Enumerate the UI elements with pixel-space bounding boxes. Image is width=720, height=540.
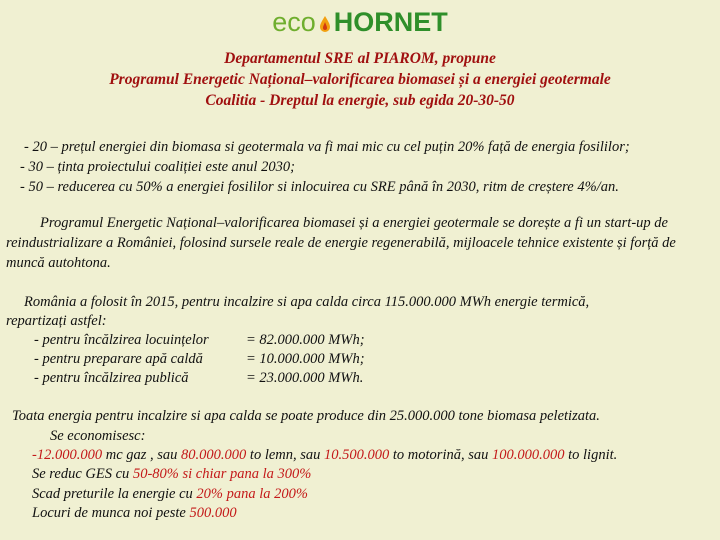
eco-hornet-logo [0,6,720,38]
consumption-intro-line-2: repartizați astfel: [6,313,107,329]
prices-line [32,484,308,504]
prices-text: Scad preturile la energie cu [32,486,197,502]
ges-text: Se reduc GES cu [32,466,133,482]
savings-gas-value: -12.000.000 [32,447,103,463]
jobs-value: 500.000 [189,505,237,521]
item-label: - pentru încălzirea locuințelor [34,332,209,348]
savings-diesel-value: 10.500.000 [324,447,390,463]
ges-line [32,464,311,484]
flame-drop-icon [318,15,332,33]
consumption-item-public [34,368,363,388]
savings-lignite-value: 100.000.000 [492,447,565,463]
logo-eco-text: eco [272,7,316,37]
savings-wood-value: 80.000.000 [181,447,247,463]
prices-value-high: 200% [274,486,308,502]
heading-line-2: Programul Energetic Național–valorificarea biomasei și a energiei geotermale [109,71,611,88]
prices-value-low: 20% pana la [196,486,275,502]
item-label: - pentru preparare apă caldă [34,351,203,367]
consumption-intro-line-1: România a folosit în 2015, pentru incalzire si apa calda circa 115.000.000 MWh energie termică, [24,294,590,310]
jobs-text: Locuri de munca noi peste [32,505,190,521]
goal-50-line: - 50 – reducerea cu 50% a energiei fosililor si inlocuirea cu SRE până în 2030, ritm de creștere 4%/an. [20,179,619,195]
savings-line [32,445,617,465]
consumption-item-hot-water [34,349,365,369]
item-value: = 10.000.000 MWh; [246,351,365,367]
savings-text: to motorină, sau [389,447,492,463]
consumption-item-housing [34,330,365,350]
biomass-line: Toata energia pentru incalzire si apa calda se poate produce din 25.000.000 tone biomasa peletizata. [12,408,600,424]
logo-hornet-text: HORNET [333,7,448,37]
program-paragraph: Programul Energetic Național–valorificarea biomasei și a energiei geotermale se dorește a fi un start-up de reindustrializare a României, folosind sursele reale de energie regenerabilă, mijloacele tehnice existente și forță de muncă autohtona. [6,215,676,271]
jobs-line [32,503,237,523]
document-heading [0,48,720,111]
savings-text: to lignit. [564,447,618,463]
item-value: = 82.000.000 MWh; [246,332,365,348]
heading-line-1: Departamentul SRE al PIAROM, propune [224,50,496,67]
savings-heading: Se economisesc: [50,428,146,444]
goal-30-line: - 30 – ținta proiectului coaliției este anul 2030; [20,159,295,175]
ges-value: 50-80% si chiar pana la 300% [132,466,312,482]
savings-text: to lemn, sau [246,447,325,463]
savings-text: mc gaz , sau [102,447,182,463]
item-label: - pentru încălzirea publică [34,370,189,386]
goal-20-line: - 20 – prețul energiei din biomasa si geotermala va fi mai mic cu cel puțin 20% față de energia fosililor; [24,139,630,155]
heading-line-3: Coalitia - Dreptul la energie, sub egida 20-30-50 [205,92,515,109]
item-value: = 23.000.000 MWh. [246,370,364,386]
